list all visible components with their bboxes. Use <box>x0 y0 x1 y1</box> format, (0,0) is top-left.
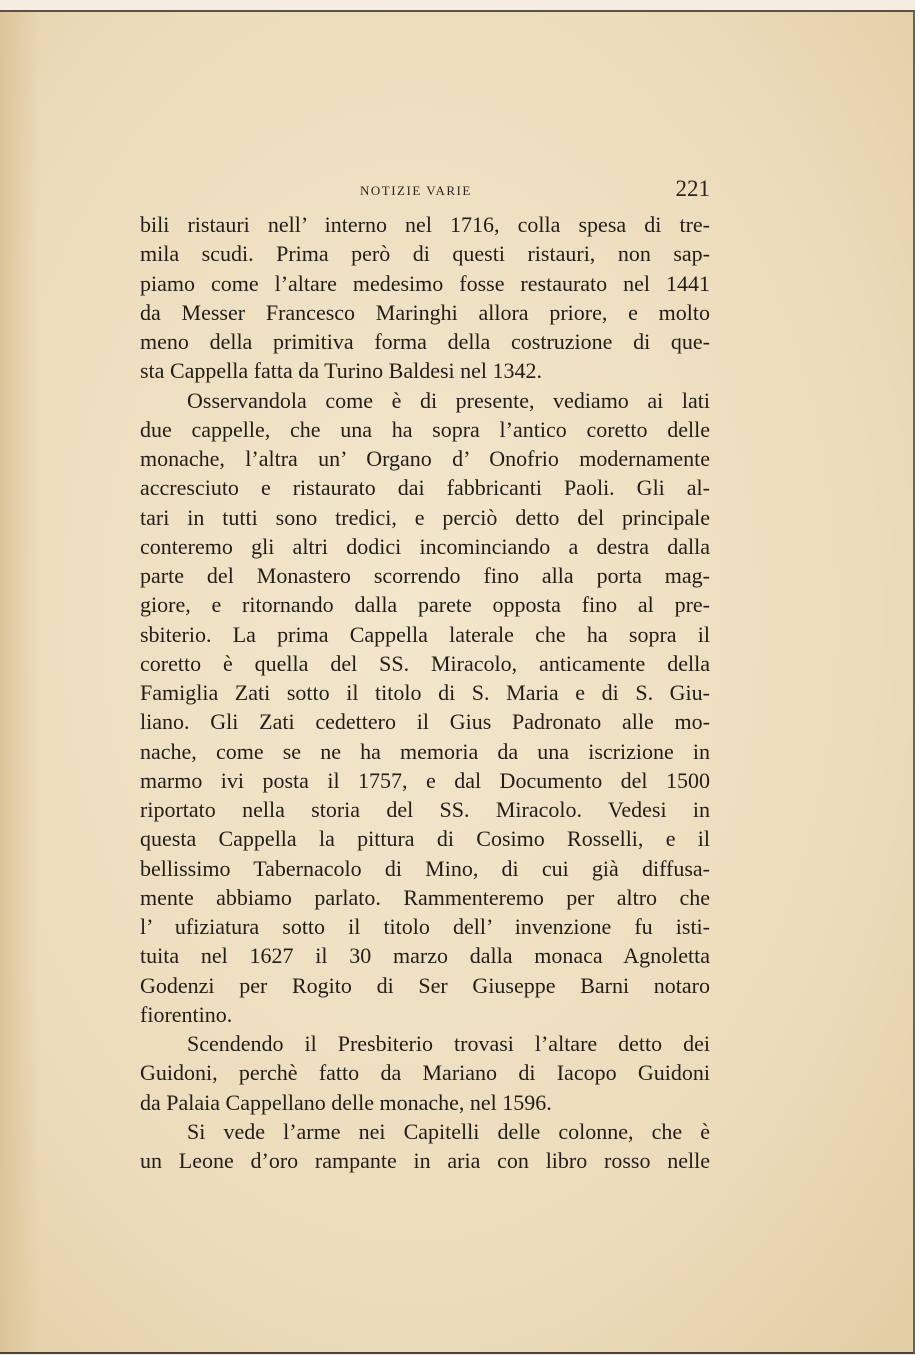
text-line: questa Cappella la pittura di Cosimo Rosselli, e il <box>140 826 710 852</box>
text-line: tuita nel 1627 il 30 marzo dalla monaca Agnoletta <box>140 943 710 969</box>
text-line: bili ristauri nell’ interno nel 1716, colla spesa di tre- <box>140 212 710 237</box>
text-line: conteremo gli altri dodici incominciando a destra dalla <box>140 533 710 559</box>
text-line: mente abbiamo parlato. Rammenteremo per altro che <box>140 884 710 910</box>
text-line: due cappelle, che una ha sopra l’antico coretto delle <box>140 416 710 442</box>
text-line: da Messer Francesco Maringhi allora priore, e molto <box>140 299 710 325</box>
text-line: liano. Gli Zati cedettero il Gius Padronato alle mo- <box>140 709 710 735</box>
text-line: riportato nella storia del SS. Miracolo. Vedesi in <box>140 797 710 822</box>
text-line: da Palaia Cappellano delle monache, nel 1596. <box>140 1089 552 1115</box>
text-line: piamo come l’altare medesimo fosse restaurato nel 1441 <box>140 270 710 296</box>
text-line: Scendendo il Presbiterio trovasi l’altare detto dei <box>187 1031 710 1056</box>
text-line: Osservandola come è di presente, vediamo ai lati <box>187 387 710 413</box>
page-number: 221 <box>675 176 710 201</box>
text-line: sta Cappella fatta da Turino Baldesi nel 1342. <box>140 358 543 384</box>
text-line: monache, l’altra un’ Organo d’ Onofrio modernamente <box>140 446 710 471</box>
text-line: tari in tutti sono tredici, e perciò detto del principale <box>140 504 710 530</box>
text-line: sbiterio. La prima Cappella laterale che ha sopra il <box>140 621 710 647</box>
text-line: l’ ufiziatura sotto il titolo dell’ invenzione fu isti- <box>140 914 710 939</box>
running-title: NOTIZIE VARIE <box>360 183 472 198</box>
text-line: giore, e ritornando dalla parete opposta fino al pre- <box>140 592 710 618</box>
text-line: Si vede l’arme nei Capitelli delle colonne, che è <box>187 1118 710 1144</box>
text-line: un Leone d’oro rampante in aria con libro rosso nelle <box>140 1148 710 1173</box>
text-line: nache, come se ne ha memoria da una iscrizione in <box>140 738 710 764</box>
body-text <box>140 210 710 1175</box>
text-line: Famiglia Zati sotto il titolo di S. Maria e di S. Giu- <box>140 680 710 705</box>
text-line: mila scudi. Prima però di questi ristauri, non sap- <box>140 241 710 267</box>
page-edge-shading <box>0 12 40 1352</box>
text-line: bellissimo Tabernacolo di Mino, di cui già diffusa- <box>140 855 710 881</box>
text-line: marmo ivi posta il 1757, e dal Documento del 1500 <box>140 767 710 793</box>
book-page <box>0 10 915 1354</box>
text-line: Guidoni, perchè fatto da Mariano di Iacopo Guidoni <box>140 1060 710 1086</box>
text-line: coretto è quella del SS. Miracolo, anticamente della <box>140 650 710 676</box>
page-header <box>140 176 710 204</box>
text-line: Godenzi per Rogito di Ser Giuseppe Barni notaro <box>140 972 710 998</box>
text-line: fiorentino. <box>140 1001 233 1027</box>
text-line: meno della primitiva forma della costruzione di que- <box>140 329 710 354</box>
text-line: accresciuto e ristaurato dai fabbricanti Paoli. Gli al- <box>140 475 710 501</box>
text-line: parte del Monastero scorrendo fino alla porta mag- <box>140 563 710 588</box>
